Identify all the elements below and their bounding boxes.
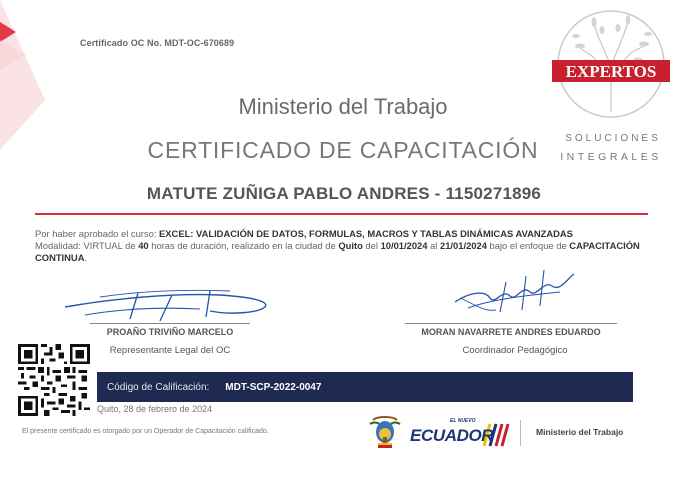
ecuador-big-text: ECUADOR (410, 426, 494, 445)
signature-line-right (405, 323, 617, 324)
logo-divider (520, 420, 521, 446)
body-text-5: al (427, 240, 440, 251)
logo-text: EXPERTOS (565, 62, 657, 81)
issue-date: Quito, 28 de febrero de 2024 (97, 404, 213, 414)
signer-left-name: PROAÑO TRIVIÑO MARCELO (106, 327, 234, 337)
ecuador-shield-icon (367, 414, 403, 450)
signer-right-name: MORAN NAVARRETE ANDRES EDUARDO (421, 327, 601, 337)
signature-line-left (90, 323, 250, 324)
corner-decoration (0, 0, 70, 150)
signature-left (60, 285, 280, 325)
ecuador-small-text: EL NUEVO (450, 418, 476, 424)
signer-left-role: Representante Legal del OC (109, 345, 231, 356)
holder-name: MATUTE ZUÑIGA PABLO ANDRES - 1150271896 (146, 184, 542, 203)
signature-right (440, 262, 580, 322)
code-label: Código de Calificación: (107, 381, 210, 393)
course-hours: 40 (138, 240, 149, 251)
ministry-logo-text: Ministerio del Trabajo (536, 427, 624, 437)
signer-right-role: Coordinador Pedagógico (462, 345, 568, 356)
course-city: Quito (338, 240, 363, 251)
code-value: MDT-SCP-2022-0047 (225, 381, 322, 393)
certificate-body (35, 228, 660, 264)
logo-subtitle-2: INTEGRALES (560, 151, 662, 163)
body-text-2: Modalidad: VIRTUAL de (35, 240, 139, 251)
expertos-logo (550, 8, 672, 168)
qualification-code-bar (97, 372, 633, 402)
red-divider (35, 213, 648, 215)
body-text-4: del (362, 240, 381, 251)
training-approach: CAPACITACIÓN CONTINUA (35, 240, 640, 263)
qr-code[interactable] (18, 344, 90, 416)
date-to: 21/01/2024 (440, 240, 487, 251)
body-text-3: horas de duración, realizado en la ciudad de (148, 240, 339, 251)
logo-subtitle-1: SOLUCIONES (565, 133, 661, 144)
certificate-title: CERTIFICADO DE CAPACITACIÓN (147, 137, 539, 163)
body-text-7: . (84, 252, 88, 263)
course-name: EXCEL: VALIDACIÓN DE DATOS, FORMULAS, MACROS Y TABLAS DINÁMICAS AVANZADAS (159, 228, 573, 239)
body-text-6: bajo el enfoque de (486, 240, 570, 251)
date-from: 10/01/2024 (380, 240, 428, 251)
certificate-number: Certificado OC No. MDT-OC-670689 (80, 38, 235, 48)
footer-note: El presente certificado es otorgado por un Operador de Capacitación calificado. (22, 428, 269, 435)
ministry-heading: Ministerio del Trabajo (238, 94, 448, 119)
body-text-1: Por haber aprobado el curso: (35, 228, 160, 239)
